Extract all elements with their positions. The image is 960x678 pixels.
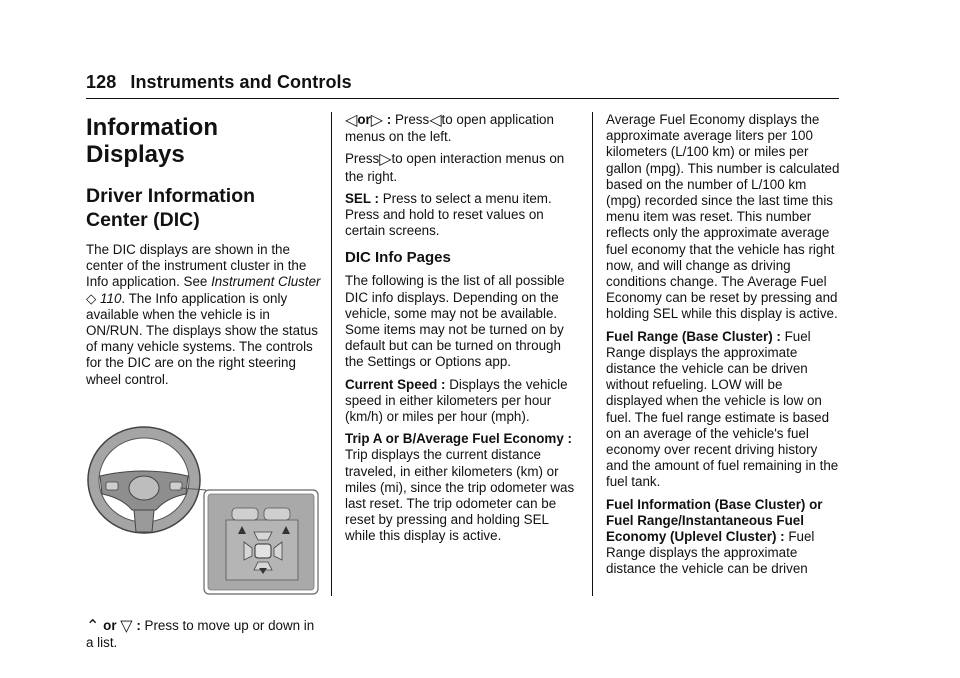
right-menu-description: Press▷to open interaction menus on the right.: [345, 151, 565, 184]
sel-description: SEL : Press to select a menu item. Press and hold to reset values on certain screens.: [345, 190, 552, 239]
updown-description: ⌃ or ▽ : Press to move up or down in a list.: [86, 617, 315, 651]
page-ref-number[interactable]: 110: [100, 290, 122, 306]
page-ref-icon: ◇: [86, 290, 97, 306]
chevron-left-icon: ◁: [345, 112, 358, 129]
header-rule: [86, 98, 839, 99]
average-fuel-economy-description: Average Fuel Economy displays the approximate average liters per 100 kilometers (L/100 km) or miles per gallon (mpg). This number is calculated based on the number of L/100 km (mpg) recorded since the last time this menu item was reset. This number reflects only the approximate average fuel economy that the vehicle has right now, and will change as driving conditions change. The Average Fuel Economy can be reset by pressing and holding SEL while this display is active.: [606, 112, 840, 322]
chevron-down-icon: ▽: [120, 617, 133, 635]
column-divider-1: [331, 112, 332, 596]
chevron-left-icon: ◁: [429, 112, 442, 129]
column-divider-2: [592, 112, 593, 596]
dic-intro: The DIC displays are shown in the center of the instrument cluster in the Info application. See Instrument Cluster ◇ 110. The Info application is only available when the vehicle is in ON/RUN. The displays show the status of many vehicle systems. The controls for the DIC are on the right steering wheel control.: [86, 242, 321, 387]
current-speed-description: Current Speed : Displays the vehicle speed in either kilometers per hour (km/h) or miles per hour (mph).: [345, 376, 568, 425]
chevron-up-icon: ⌃: [86, 617, 100, 635]
instrument-cluster-link[interactable]: Instrument Cluster: [211, 274, 321, 290]
chevron-right-icon: ▷: [379, 151, 392, 169]
fuel-information-description: Fuel Information (Base Cluster) or Fuel Range/Instantaneous Fuel Economy (Uplevel Cluster) : Fuel Range displays the approximate distance the vehicle can be driven: [606, 496, 823, 577]
page-title: Information Displays: [86, 114, 218, 168]
column-1: [86, 112, 322, 657]
page-header: [86, 72, 352, 93]
trip-description: Trip A or B/Average Fuel Economy : Trip displays the current distance traveled, in either kilometers (km) or miles (mi), since the trip odometer was last reset. The trip odometer can be reset by pressing and holding SEL while this display is active.: [345, 431, 575, 544]
dic-info-intro: The following is the list of all possible DIC info displays. Depending on the vehicle, some may not be available. Some items may not be turned on by default but can be turned on through the Settings or Options app.: [345, 273, 565, 370]
fuel-range-description: Fuel Range (Base Cluster) : Fuel Range displays the approximate distance the vehicle can be driven without refueling. LOW will be displayed when the vehicle is low on fuel. The fuel range estimate is based on an average of the vehicle's fuel economy over recent driving history and the amount of fuel remaining in the fuel tank.: [606, 328, 839, 490]
left-right-description: ◁or▷ : Press◁to open application menus on the left.: [345, 112, 554, 145]
page-number: 128: [86, 72, 117, 92]
chevron-right-icon: ▷: [370, 112, 384, 129]
column-2: [345, 112, 581, 551]
steering-wheel-illustration: [86, 410, 322, 606]
column-3: [606, 112, 842, 584]
dic-info-pages-heading: DIC Info Pages: [345, 249, 451, 267]
section-title: Instruments and Controls: [130, 72, 352, 92]
section-heading-dic: Driver Information Center (DIC): [86, 185, 256, 231]
